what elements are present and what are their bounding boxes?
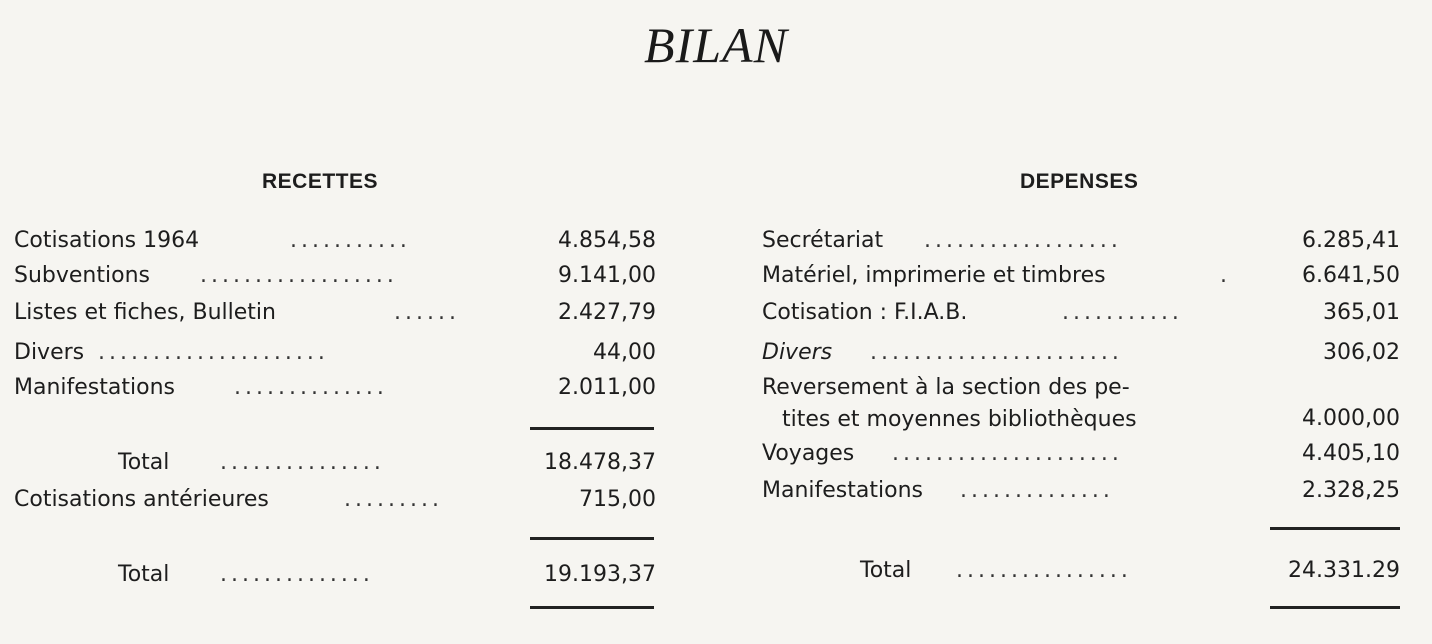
depenses-row bbox=[762, 435, 1400, 473]
depenses-heading: DEPENSES bbox=[1020, 170, 1139, 193]
leader-dots: .............. bbox=[234, 375, 388, 400]
sum-rule bbox=[530, 606, 654, 609]
row-amount: 4.854,58 bbox=[558, 228, 656, 253]
recettes-total-row bbox=[14, 444, 656, 482]
leader-dots: ............... bbox=[220, 450, 385, 475]
leader-dots: .................. bbox=[924, 228, 1122, 253]
recettes-row bbox=[14, 257, 656, 295]
leader-dots: .............. bbox=[220, 562, 374, 587]
row-amount: 4.405,10 bbox=[1302, 441, 1400, 466]
row-amount: 6.285,41 bbox=[1302, 228, 1400, 253]
row-label: Cotisations 1964 bbox=[14, 228, 200, 253]
recettes-row bbox=[14, 222, 656, 260]
row-amount: 4.000,00 bbox=[1302, 406, 1400, 431]
sum-rule bbox=[530, 537, 654, 540]
depenses-row bbox=[762, 294, 1400, 332]
recettes-total-row bbox=[14, 556, 656, 594]
leader-dots: ..................... bbox=[98, 340, 329, 365]
total-amount: 19.193,37 bbox=[544, 562, 656, 587]
recettes-row bbox=[14, 369, 656, 407]
row-amount: 9.141,00 bbox=[558, 263, 656, 288]
depenses-row bbox=[762, 222, 1400, 260]
leader-dots: .............. bbox=[960, 478, 1114, 503]
recettes-row bbox=[14, 334, 656, 372]
leader-dots: ...... bbox=[394, 300, 460, 325]
depenses-row bbox=[762, 334, 1400, 372]
row-label: Manifestations bbox=[14, 375, 175, 400]
row-label: Divers bbox=[14, 340, 85, 365]
row-label: Listes et fiches, Bulletin bbox=[14, 300, 276, 325]
leader-dots: ........... bbox=[1062, 300, 1183, 325]
reversement-line2: tites et moyennes bibliothèques bbox=[782, 407, 1137, 432]
row-amount: 2.328,25 bbox=[1302, 478, 1400, 503]
total-label: Total bbox=[118, 562, 170, 587]
row-amount: 715,00 bbox=[579, 487, 656, 512]
sum-rule bbox=[1270, 527, 1400, 530]
row-label: Secrétariat bbox=[762, 228, 884, 253]
row-label: Voyages bbox=[762, 441, 855, 466]
depenses-total-row bbox=[762, 552, 1400, 590]
leader-dots: ....................... bbox=[870, 340, 1123, 365]
total-amount: 18.478,37 bbox=[544, 450, 656, 475]
depenses-row bbox=[762, 400, 1400, 438]
leader-dots: ..................... bbox=[892, 441, 1123, 466]
total-label: Total bbox=[118, 450, 170, 475]
recettes-row bbox=[14, 481, 656, 519]
sum-rule bbox=[1270, 606, 1400, 609]
leader-dots: ......... bbox=[344, 487, 443, 512]
reversement-line1: Reversement à la section des pe- bbox=[762, 375, 1130, 400]
row-label: Subventions bbox=[14, 263, 150, 288]
page-title: BILAN bbox=[644, 17, 788, 73]
row-label: Cotisation : F.I.A.B. bbox=[762, 300, 968, 325]
total-amount: 24.331.29 bbox=[1288, 558, 1400, 583]
row-amount: 306,02 bbox=[1323, 340, 1400, 365]
row-amount: 2.011,00 bbox=[558, 375, 656, 400]
depenses-row bbox=[762, 257, 1400, 295]
row-label: Divers bbox=[762, 340, 833, 365]
leader-dots: . bbox=[1220, 263, 1231, 288]
row-label: Manifestations bbox=[762, 478, 923, 503]
row-label: Matériel, imprimerie et timbres bbox=[762, 263, 1106, 288]
sum-rule bbox=[530, 427, 654, 430]
row-amount: 365,01 bbox=[1323, 300, 1400, 325]
total-label: Total bbox=[860, 558, 912, 583]
row-amount: 6.641,50 bbox=[1302, 263, 1400, 288]
row-amount: 44,00 bbox=[593, 340, 656, 365]
leader-dots: ........... bbox=[290, 228, 411, 253]
leader-dots: .................. bbox=[200, 263, 398, 288]
leader-dots: ................ bbox=[956, 558, 1132, 583]
depenses-row bbox=[762, 472, 1400, 510]
recettes-heading: RECETTES bbox=[262, 170, 379, 193]
recettes-row bbox=[14, 294, 656, 332]
row-amount: 2.427,79 bbox=[558, 300, 656, 325]
row-label: Cotisations antérieures bbox=[14, 487, 269, 512]
